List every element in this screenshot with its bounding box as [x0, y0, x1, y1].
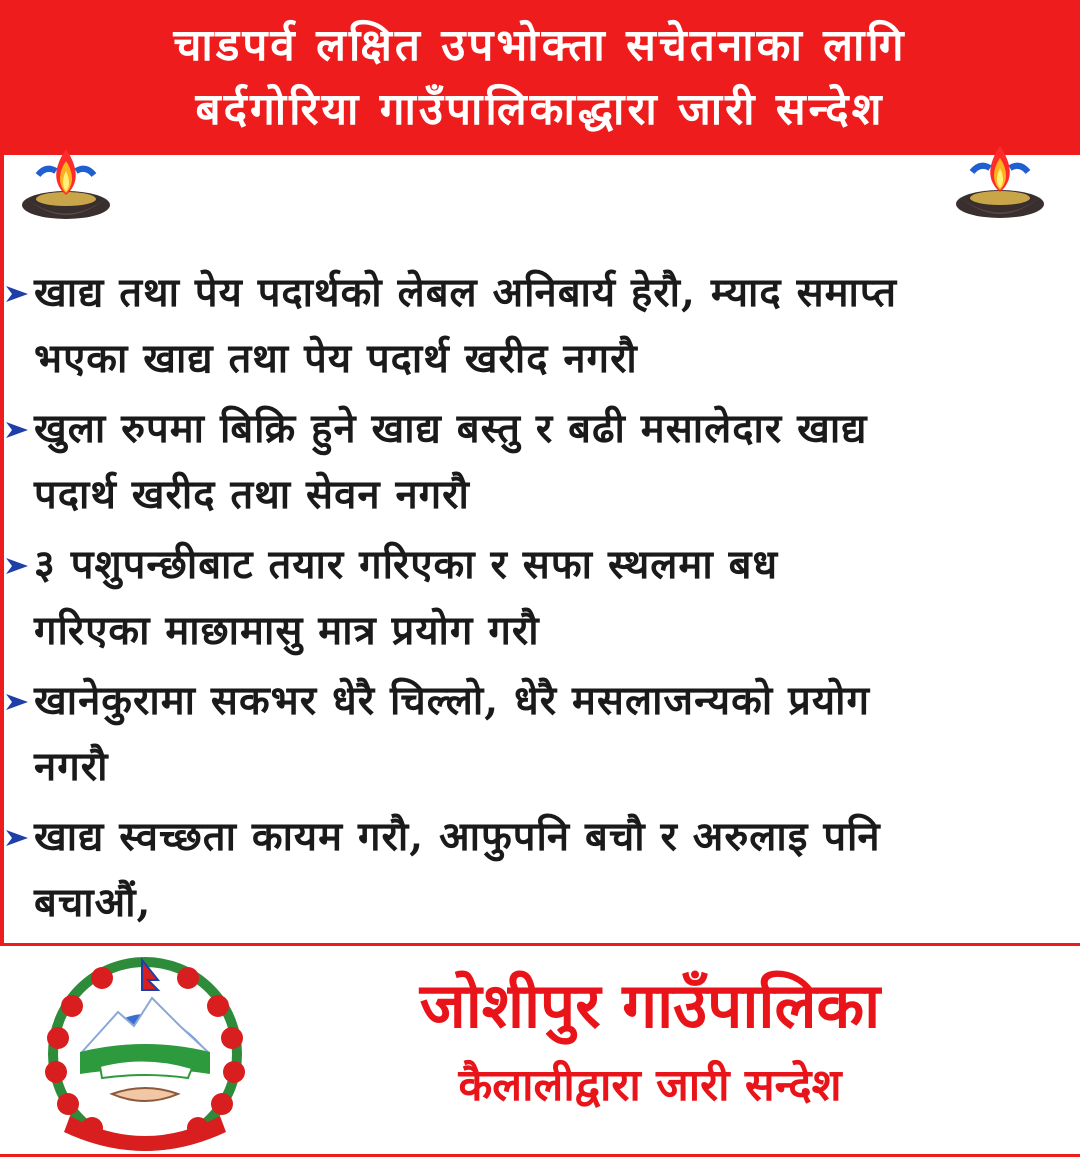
message-item	[34, 260, 1079, 392]
triangle-bullet-icon	[4, 420, 30, 440]
message-panel	[0, 155, 1080, 943]
triangle-bullet-icon	[4, 556, 30, 576]
message-text-line: खाद्य स्वच्छता कायम गरौ, आफुपनि बचौ र अरुलाइ पनि	[34, 813, 881, 860]
message-list	[34, 260, 1079, 940]
municipality-title: जोशीपुर गाउँपालिका	[419, 969, 881, 1042]
message-item	[34, 804, 1079, 936]
message-text-line: गरिएका माछामासु मात्र प्रयोग गरौ	[34, 607, 540, 654]
message-text-line: बचाऔं,	[34, 879, 152, 926]
triangle-bullet-icon	[4, 284, 30, 304]
message-item	[34, 532, 1079, 664]
municipality-subtitle: कैलालीद्वारा जारी सन्देश	[458, 1060, 842, 1111]
diya-lamp-icon	[950, 130, 1050, 230]
message-text-line: खानेकुरामा सकभर धेरै चिल्लो, धेरै मसलाजन्यको प्रयोग	[34, 677, 870, 724]
message-item	[34, 396, 1079, 528]
footer-banner	[0, 943, 1080, 1157]
message-text-line: भएका खाद्य तथा पेय पदार्थ खरीद नगरौ	[34, 335, 638, 382]
message-text-line: ३ पशुपन्छीबाट तयार गरिएका र सफा स्थलमा बध	[34, 541, 779, 588]
nepal-government-emblem	[30, 956, 260, 1151]
message-text-line: खुला रुपमा बिक्रि हुने खाद्य बस्तु र बढी मसालेदार खाद्य	[34, 405, 868, 452]
header-title-line-1: चाडपर्व लक्षित उपभोक्ता सचेतनाका लागि	[173, 19, 907, 71]
message-text-line: खाद्य तथा पेय पदार्थको लेबल अनिबार्य हेरौ, म्याद समाप्त	[34, 269, 898, 316]
message-text-line: नगरौ	[34, 743, 109, 790]
message-item	[34, 668, 1079, 800]
header-title-line-2: बर्दगोरिया गाउँपालिकाद्धारा जारी सन्देश	[195, 83, 885, 135]
triangle-bullet-icon	[4, 692, 30, 712]
header-banner	[0, 0, 1080, 155]
triangle-bullet-icon	[4, 828, 30, 848]
message-text-line: पदार्थ खरीद तथा सेवन नगरौ	[34, 471, 470, 518]
diya-lamp-icon	[16, 135, 116, 235]
